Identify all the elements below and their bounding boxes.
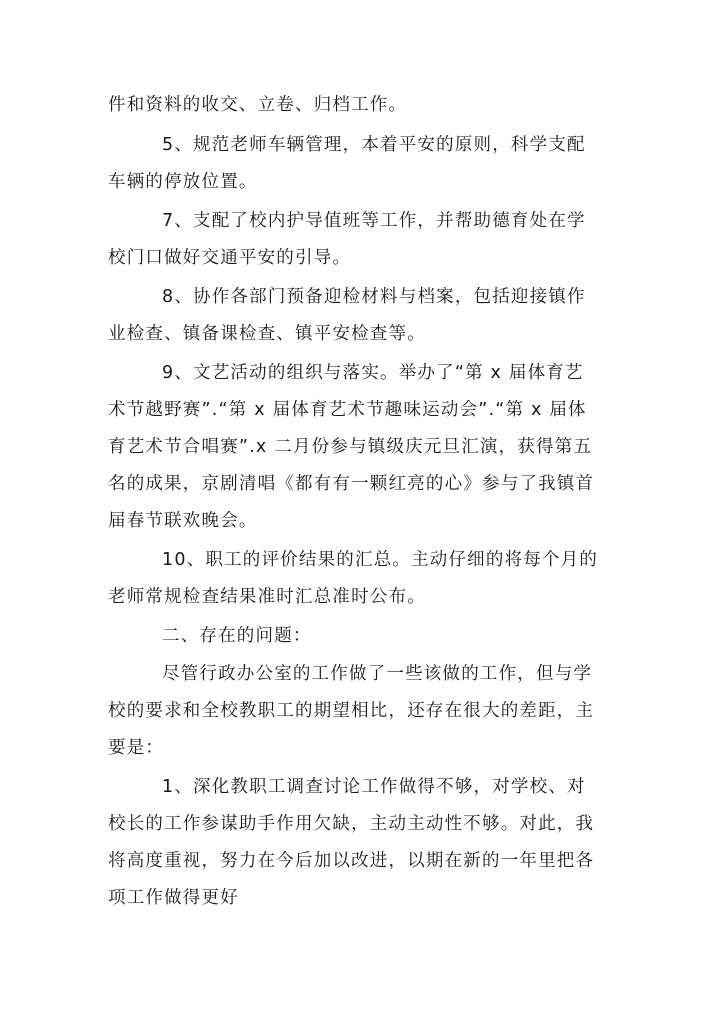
paragraph-problems-line-2: 校的要求和全校教职工的期望相比，还存在很大的差距，主 (108, 701, 595, 721)
paragraph-9-line-1: 9、文艺活动的组织与落实。举办了“第 x 届体育艺 (162, 363, 584, 383)
paragraph-9-line-4: 名的成果，京剧清唱《都有有一颗红亮的心》参与了我镇首 (108, 474, 595, 494)
paragraph-problems-line-1: 尽管行政办公室的工作做了一些该做的工作，但与学 (162, 664, 593, 684)
paragraph-1-line-1: 1、深化教职工调查讨论工作做得不够，对学校、对 (162, 777, 586, 797)
paragraph-5-line-2: 车辆的停放位置。 (108, 172, 258, 192)
paragraph-9-line-3: 育艺术节合唱赛”.x 二月份参与镇级庆元旦汇演，获得第五 (108, 437, 593, 457)
paragraph-1-line-2: 校长的工作参谋助手作用欠缺，主动主动性不够。对此，我 (108, 814, 595, 834)
paragraph-7-line-2: 校门口做好交通平安的引导。 (108, 248, 352, 268)
paragraph-1-line-3: 将高度重视，努力在今后加以改进，以期在新的一年里把各 (108, 851, 595, 871)
section-heading: 二、存在的问题： (162, 626, 312, 646)
paragraph-7-line-1: 7、支配了校内护导值班等工作，并帮助德育处在学 (162, 211, 586, 231)
paragraph-10-line-1: 10、职工的评价结果的汇总。主动仔细的将每个月的 (162, 550, 599, 570)
paragraph-8-line-1: 8、协作各部门预备迎检材料与档案，包括迎接镇作 (162, 287, 586, 307)
text-line: 件和资料的收交、立卷、归档工作。 (108, 95, 408, 115)
paragraph-8-line-2: 业检查、镇备课检查、镇平安检查等。 (108, 324, 426, 344)
paragraph-9-line-5: 届春节联欢晚会。 (108, 511, 258, 531)
paragraph-9-line-2: 术节越野赛”.“第 x 届体育艺术节趣味运动会”.“第 x 届体 (108, 400, 587, 420)
paragraph-1-line-4: 项工作做得更好 (108, 888, 239, 908)
paragraph-10-line-2: 老师常规检查结果准时汇总准时公布。 (108, 587, 426, 607)
paragraph-5-line-1: 5、规范老师车辆管理，本着平安的原则，科学支配 (162, 135, 586, 155)
paragraph-problems-line-3: 要是： (108, 738, 165, 758)
